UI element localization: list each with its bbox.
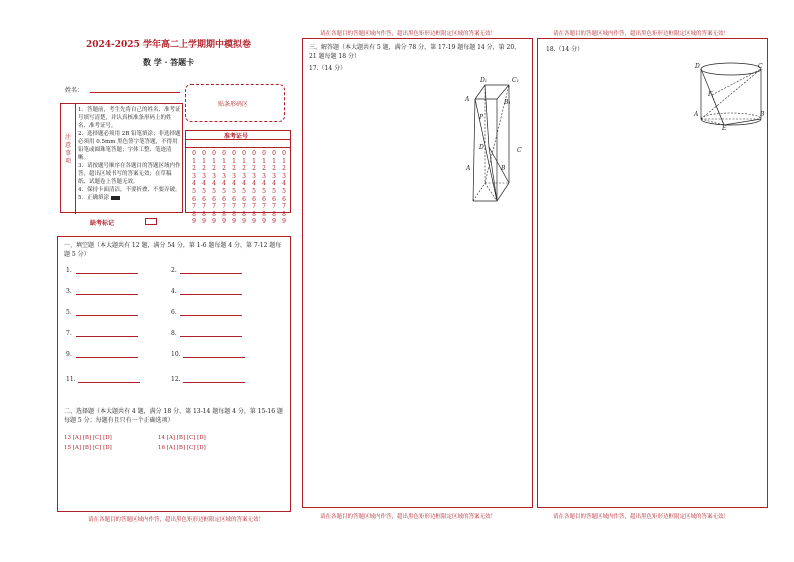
digit-bubble[interactable]: 7: [192, 203, 196, 211]
card-subtitle: 数 学 · 答题卡: [143, 57, 195, 67]
digit-bubble[interactable]: 9: [222, 218, 226, 226]
digit-bubble[interactable]: 7: [272, 203, 276, 211]
fig2-label-C: C: [758, 63, 763, 70]
fig2-label-F: F: [708, 91, 713, 98]
digit-bubble[interactable]: 0: [222, 150, 226, 157]
digit-bubble[interactable]: 7: [212, 203, 216, 211]
digit-bubble[interactable]: 7: [282, 203, 286, 211]
digit-bubble[interactable]: 4: [242, 180, 246, 188]
digit-bubble[interactable]: 3: [252, 172, 256, 180]
digit-bubble[interactable]: 6: [212, 195, 216, 203]
warning-right-bottom: 请在各题目的答题区域内作答，超出黑色矩形边框限定区域的答案无效！: [553, 514, 730, 520]
digit-bubble[interactable]: 4: [232, 180, 236, 188]
blank-12-line[interactable]: [183, 382, 245, 383]
digit-bubble[interactable]: 6: [222, 195, 226, 203]
digit-bubble[interactable]: 0: [202, 150, 206, 157]
digit-column-4[interactable]: [220, 150, 228, 226]
digit-bubble[interactable]: 1: [212, 157, 216, 165]
notice-item-1: 1．答题前，考生先将自己的姓名、准考证号填写清楚，并认真核准条形码上的姓名、准考证号。: [78, 107, 181, 129]
digit-bubble[interactable]: 1: [192, 157, 196, 165]
warning-left-bottom: 请在各题目的答题区域内作答，超出黑色矩形边框限定区域的答案无效！: [88, 517, 265, 523]
digit-column-5[interactable]: [230, 150, 238, 226]
digit-bubble[interactable]: 1: [252, 157, 256, 165]
digit-bubble[interactable]: 3: [272, 172, 276, 180]
digit-bubble[interactable]: 2: [242, 165, 246, 173]
blank-6-line[interactable]: [180, 315, 242, 316]
digit-bubble[interactable]: 4: [282, 180, 286, 188]
digit-bubble[interactable]: 4: [252, 180, 256, 188]
digit-bubble[interactable]: 7: [252, 203, 256, 211]
digit-bubble[interactable]: 0: [272, 150, 276, 157]
name-underline[interactable]: [90, 92, 180, 93]
digit-bubble[interactable]: 4: [272, 180, 276, 188]
q18-label: 18.（14 分）: [546, 46, 584, 53]
digit-bubble[interactable]: 6: [232, 195, 236, 203]
digit-bubble[interactable]: 8: [272, 210, 276, 218]
digit-bubble[interactable]: 3: [232, 172, 236, 180]
barcode-area: [185, 84, 285, 122]
barcode-label: 贴条形码区: [218, 101, 249, 108]
notice-box: [60, 103, 183, 213]
digit-bubble[interactable]: 0: [242, 150, 246, 157]
digit-bubble[interactable]: 9: [252, 218, 256, 226]
digit-bubble[interactable]: 2: [212, 165, 216, 173]
digit-bubble[interactable]: 6: [242, 195, 246, 203]
fig1-label-C: C: [517, 147, 522, 154]
choice-13[interactable]: 13 [A] [B] [C] [D]: [64, 435, 112, 441]
digit-bubble[interactable]: 6: [282, 195, 286, 203]
digit-bubble[interactable]: 3: [202, 172, 206, 180]
digit-bubble[interactable]: 5: [242, 187, 246, 195]
blank-9-line[interactable]: [76, 357, 138, 358]
section2-heading: 二、选择题（本大题共有 4 题，满分 18 分，第 13-14 题每题 4 分，第 15-16 题每题 5 分；每题有且只有一个正确选项）: [64, 408, 283, 424]
notice-item-5: 5．正确填涂: [78, 194, 181, 202]
digit-bubble[interactable]: 9: [282, 218, 286, 226]
digit-bubble[interactable]: 2: [222, 165, 226, 173]
fig2-label-B: B: [760, 111, 765, 118]
digit-bubble[interactable]: 3: [282, 172, 286, 180]
notice-text: [78, 106, 181, 202]
digit-bubble[interactable]: 3: [222, 172, 226, 180]
digit-column-6[interactable]: [240, 150, 248, 226]
digit-bubble[interactable]: 2: [272, 165, 276, 173]
digit-bubble[interactable]: 8: [202, 210, 206, 218]
digit-bubble[interactable]: 8: [252, 210, 256, 218]
admission-box: [185, 130, 291, 226]
blank-11-label: 11.: [66, 376, 76, 383]
digit-bubble[interactable]: 0: [192, 150, 196, 157]
digit-bubble[interactable]: 2: [192, 165, 196, 173]
digit-bubble[interactable]: 5: [282, 187, 286, 195]
fig1-label-D1: D₁: [480, 77, 488, 84]
digit-bubble[interactable]: 8: [262, 210, 266, 218]
section3-heading: 三、解答题（本大题共有 5 题，满分 78 分，第 17-19 题每题 14 分，第 20、21 题每题 18 分）: [309, 44, 521, 60]
admission-label: 准考证号: [224, 133, 249, 140]
absent-box[interactable]: [145, 218, 157, 225]
blank-6-label: 6.: [171, 309, 177, 316]
digit-bubble[interactable]: 6: [272, 195, 276, 203]
notice-item-2: 2．选择题必须用 2B 铅笔填涂；非选择题必须用 0.5mm 黑色签字笔答题，不得用铅笔或圆珠笔答题；字体工整、笔迹清晰。: [78, 131, 181, 161]
fig2-label-E: E: [722, 125, 727, 132]
objective-panel: [57, 236, 291, 512]
choice-15[interactable]: 15 [A] [B] [C] [D]: [64, 445, 112, 451]
digit-bubble[interactable]: 0: [282, 150, 286, 157]
digit-column-9[interactable]: [270, 150, 278, 226]
digit-bubble[interactable]: 8: [222, 210, 226, 218]
warning-right-top: 请在各题目的答题区域内作答，超出黑色矩形边框限定区域的答案无效！: [553, 31, 730, 37]
digit-bubble[interactable]: 7: [242, 203, 246, 211]
notice-item-4: 4．保持卡面清洁，不要折叠、不要弄破。: [78, 187, 181, 193]
fig1-label-A1: A: [465, 96, 470, 103]
blank-5-line[interactable]: [76, 315, 138, 316]
digit-bubble[interactable]: 9: [232, 218, 236, 226]
blank-9-label: 9.: [66, 351, 72, 358]
blank-7-label: 7.: [66, 330, 72, 337]
digit-bubble[interactable]: 5: [262, 187, 266, 195]
name-label: 姓名：: [65, 87, 84, 94]
filled-mark: [111, 196, 120, 200]
fig2-label-D: D: [695, 63, 700, 70]
digit-bubble[interactable]: 5: [222, 187, 226, 195]
admission-header-line: [186, 139, 290, 140]
digit-bubble[interactable]: 6: [202, 195, 206, 203]
digit-bubble[interactable]: 4: [222, 180, 226, 188]
digit-column-7[interactable]: [250, 150, 258, 226]
digit-bubble[interactable]: 1: [232, 157, 236, 165]
digit-bubble[interactable]: 7: [262, 203, 266, 211]
warning-mid-bottom: 请在各题目的答题区域内作答，超出黑色矩形边框限定区域的答案无效！: [320, 514, 497, 520]
digit-bubble[interactable]: 1: [272, 157, 276, 165]
blank-10-line[interactable]: [183, 357, 245, 358]
digit-column-2[interactable]: [200, 150, 208, 226]
digit-bubble[interactable]: 0: [212, 150, 216, 157]
blank-3-line[interactable]: [76, 294, 138, 295]
blank-12-label: 12.: [171, 376, 181, 383]
digit-bubble[interactable]: 1: [262, 157, 266, 165]
blank-5-label: 5.: [66, 309, 72, 316]
digit-bubble[interactable]: 1: [222, 157, 226, 165]
digit-bubble[interactable]: 9: [202, 218, 206, 226]
digit-bubble[interactable]: 4: [192, 180, 196, 188]
blank-10-label: 10.: [171, 351, 181, 358]
q18-panel: [537, 38, 768, 508]
digit-bubble[interactable]: 9: [212, 218, 216, 226]
digit-bubble[interactable]: 4: [212, 180, 216, 188]
warning-mid-top: 请在各题目的答题区域内作答，超出黑色矩形边框限定区域的答案无效！: [320, 31, 497, 37]
digit-bubble[interactable]: 9: [192, 218, 196, 226]
choice-16[interactable]: 16 [A] [B] [C] [D]: [158, 445, 206, 451]
digit-bubble[interactable]: 8: [242, 210, 246, 218]
digit-bubble[interactable]: 5: [232, 187, 236, 195]
notice-divider: [75, 104, 76, 214]
fig1-label-P: P: [479, 114, 484, 121]
digit-bubble[interactable]: 2: [252, 165, 256, 173]
digit-bubble[interactable]: 4: [262, 180, 266, 188]
digit-bubble[interactable]: 2: [232, 165, 236, 173]
digit-bubble[interactable]: 9: [272, 218, 276, 226]
digit-bubble[interactable]: 7: [202, 203, 206, 211]
fig1-label-B1: B₁: [504, 99, 511, 106]
card-title: 2024-2025 学年高二上学期期中模拟卷: [86, 40, 251, 50]
blank-11-line[interactable]: [78, 382, 140, 383]
admission-write-line: [186, 147, 290, 148]
digit-bubble[interactable]: 5: [252, 187, 256, 195]
blank-8-label: 8.: [171, 330, 177, 337]
digit-bubble[interactable]: 1: [242, 157, 246, 165]
digit-bubble[interactable]: 8: [212, 210, 216, 218]
digit-bubble[interactable]: 6: [252, 195, 256, 203]
absent-label: 缺考标记: [90, 220, 115, 227]
blank-4-label: 4.: [171, 288, 177, 295]
q17-panel: [302, 38, 533, 508]
digit-bubble[interactable]: 3: [212, 172, 216, 180]
digit-bubble[interactable]: 2: [282, 165, 286, 173]
digit-column-3[interactable]: [210, 150, 218, 226]
notice-item-3: 3．请按题号顺序在各题目的答题区域内作答，超出区域书写的答案无效；在草稿纸、试题卷上答题无效。: [78, 163, 181, 185]
digit-bubble[interactable]: 3: [242, 172, 246, 180]
fig2-label-A: A: [694, 111, 699, 118]
digit-bubble[interactable]: 2: [262, 165, 266, 173]
digit-bubble[interactable]: 1: [282, 157, 286, 165]
blank-2-label: 2.: [171, 267, 177, 274]
digit-bubble[interactable]: 2: [202, 165, 206, 173]
digit-bubble[interactable]: 6: [262, 195, 266, 203]
digit-bubble[interactable]: 7: [222, 203, 226, 211]
digit-bubble[interactable]: 8: [232, 210, 236, 218]
digit-bubble[interactable]: 8: [282, 210, 286, 218]
digit-bubble[interactable]: 5: [202, 187, 206, 195]
notice-title: 注意事项: [64, 134, 71, 165]
digit-column-1[interactable]: [190, 150, 198, 226]
digit-bubble[interactable]: 7: [232, 203, 236, 211]
fig1-label-A: A: [466, 165, 471, 172]
blank-1-label: 1.: [66, 267, 72, 274]
blank-7-line[interactable]: [76, 336, 138, 337]
digit-bubble[interactable]: 5: [212, 187, 216, 195]
digit-bubble[interactable]: 1: [202, 157, 206, 165]
digit-bubble[interactable]: 6: [192, 195, 196, 203]
digit-bubble[interactable]: 4: [202, 180, 206, 188]
digit-bubble[interactable]: 0: [262, 150, 266, 157]
blank-4-line[interactable]: [180, 294, 242, 295]
fig1-label-B: B: [501, 165, 506, 172]
section1-heading: 一、填空题（本大题共有 12 题，满分 54 分，第 1-6 题每题 4 分，第 7-12 题每题 5 分）: [64, 242, 282, 258]
fig1-label-D: D: [479, 144, 484, 151]
digit-bubble[interactable]: 9: [262, 218, 266, 226]
blank-3-label: 3.: [66, 288, 72, 295]
digit-bubble[interactable]: 0: [232, 150, 236, 157]
blank-1-line[interactable]: [76, 273, 138, 274]
digit-column-10[interactable]: [280, 150, 288, 226]
digit-bubble[interactable]: 5: [192, 187, 196, 195]
digit-bubble[interactable]: 3: [192, 172, 196, 180]
digit-bubble[interactable]: 3: [262, 172, 266, 180]
blank-8-line[interactable]: [180, 336, 242, 337]
digit-column-8[interactable]: [260, 150, 268, 226]
q17-label: 17.（14 分）: [309, 65, 347, 72]
blank-2-line[interactable]: [180, 273, 242, 274]
cylinder-figure: [696, 57, 766, 137]
digit-bubble[interactable]: 9: [242, 218, 246, 226]
digit-bubble[interactable]: 0: [252, 150, 256, 157]
choice-14[interactable]: 14 [A] [B] [C] [D]: [158, 435, 206, 441]
digit-bubble[interactable]: 8: [192, 210, 196, 218]
digit-bubble[interactable]: 5: [272, 187, 276, 195]
fig1-label-C1: C₁: [512, 77, 519, 84]
